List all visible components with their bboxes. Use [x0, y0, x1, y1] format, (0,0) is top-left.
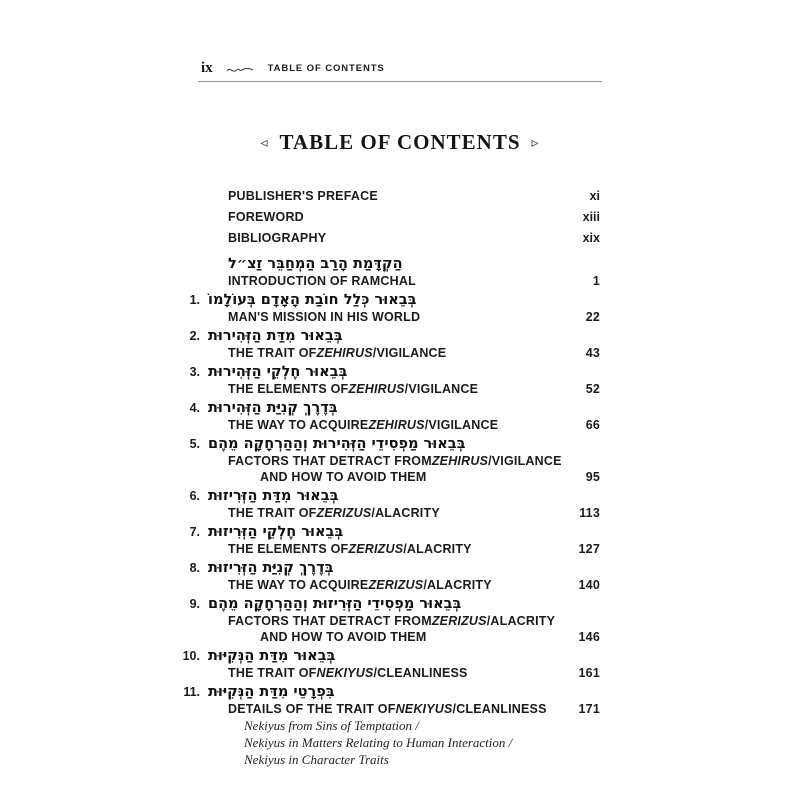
entry-caption-text: THE TRAIT OF — [228, 666, 317, 680]
entry-caption-suffix: /VIGILANCE — [488, 454, 562, 468]
entry-caption-row — [178, 345, 600, 361]
page-number: xix — [582, 231, 600, 245]
toc-subitem: Nekiyus from Sins of Temptation / — [244, 718, 419, 733]
toc-entry — [178, 487, 600, 521]
front-matter — [178, 186, 600, 249]
page-number: 1 — [592, 274, 600, 288]
toc-entry — [178, 559, 600, 593]
entry-caption-row — [178, 381, 600, 397]
leader-space — [446, 345, 585, 361]
entry-caption-row — [178, 417, 600, 433]
entry-caption-transliteration: ZERIZUS — [368, 578, 424, 592]
page-number: 43 — [585, 346, 600, 360]
leader-space — [547, 701, 579, 717]
entry-caption-transliteration: NEKIYUS — [316, 666, 374, 680]
entry-caption-row — [178, 453, 600, 469]
entries — [178, 291, 600, 768]
entry-caption-row — [178, 309, 600, 325]
leader-space — [420, 309, 585, 325]
toc-intro-entry — [178, 255, 600, 289]
toc-entry — [178, 399, 600, 433]
entry-caption-transliteration: NEKIYUS — [395, 702, 453, 716]
intro-caption: INTRODUCTION OF RAMCHAL — [228, 274, 416, 288]
leader-space — [492, 577, 579, 593]
leader-space — [498, 417, 585, 433]
leader-space — [326, 228, 582, 249]
leader-space — [478, 381, 586, 397]
entry-caption-transliteration: ZEHIRUS — [368, 418, 425, 432]
leader-space — [426, 469, 585, 485]
entry-caption-text: THE ELEMENTS OF — [228, 382, 349, 396]
page-number: 113 — [579, 506, 600, 520]
entry-caption-line2: AND HOW TO AVOID THEM — [260, 470, 427, 484]
page-number: 95 — [585, 470, 600, 484]
entry-caption-transliteration: ZERIZUS — [316, 506, 372, 520]
entry-hebrew-row — [178, 487, 600, 505]
entry-caption-text: FACTORS THAT DETRACT FROM — [228, 454, 432, 468]
page-number: 140 — [578, 578, 600, 592]
entry-hebrew-title: בְּבֵאוּר מַפְסִידֵי הַזְּהִירוּת וְהַהַרְחָקָה מֵהֶם — [208, 436, 466, 452]
entry-hebrew-title: בְּבֵאוּר מַפְסִידֵי הַזְּרִיזוּת וְהַהַרְחָקָה מֵהֶם — [208, 596, 462, 612]
entry-caption-suffix: /VIGILANCE — [372, 346, 447, 360]
toc-subitem: Nekiyus in Matters Relating to Human Interaction / — [244, 735, 513, 750]
entry-caption-text: DETAILS OF THE TRAIT OF — [228, 702, 396, 716]
front-matter-label: PUBLISHER'S PREFACE — [228, 189, 378, 203]
entry-hebrew-row — [178, 435, 600, 453]
entry-hebrew-row — [178, 291, 600, 309]
chapter-number: 5. — [189, 437, 200, 451]
entry-caption-row — [178, 505, 600, 521]
leader-space — [555, 613, 600, 629]
chapter-number: 11. — [183, 685, 200, 699]
chapter-number: 10. — [182, 649, 200, 663]
entry-hebrew-row — [178, 327, 600, 345]
entry-caption-row — [178, 665, 600, 681]
entry-caption-transliteration: ZEHIRUS — [348, 382, 405, 396]
intro-hebrew-row — [178, 255, 600, 273]
front-matter-row — [178, 186, 600, 207]
entry-caption-suffix: /CLEANLINESS — [452, 702, 547, 716]
entry-hebrew-title: בְּדֶרֶךְ קְנִיַּת הַזְּרִיזוּת — [208, 560, 334, 576]
folio-number: ix — [201, 60, 213, 76]
page-number: 161 — [578, 666, 600, 680]
intro-hebrew-title: הַקְדָּמַת הָרַב הַמְחַבֵּר זַצ״ל — [228, 256, 403, 272]
entry-caption-text: THE TRAIT OF — [228, 346, 317, 360]
chapter-number: 3. — [189, 365, 200, 379]
entry-caption-row — [178, 701, 600, 717]
entry-hebrew-title: בְּבֵאוּר מִדַּת הַזְּרִיזוּת — [208, 488, 339, 504]
page-number: 52 — [585, 382, 600, 396]
entry-hebrew-title: בְּבֵאוּר כְּלַל חוֹבַת הָאָדָם בְּעוֹלָמוֹ — [208, 292, 417, 308]
chapter-number: 1. — [189, 293, 200, 307]
entry-caption-text: THE ELEMENTS OF — [228, 542, 349, 556]
front-matter-row — [178, 228, 600, 249]
entry-hebrew-row — [178, 595, 600, 613]
entry-subitems — [178, 717, 600, 768]
front-matter-label: FOREWORD — [228, 210, 304, 224]
entry-hebrew-title: בְּבֵאוּר חֶלְקֵי הַזְּהִירוּת — [208, 364, 348, 380]
running-header — [201, 60, 601, 77]
page-number: xi — [589, 189, 600, 203]
chapter-number: 2. — [189, 329, 200, 343]
left-ornament-icon: ◃ — [260, 136, 269, 151]
page-number: 127 — [578, 542, 600, 556]
toc-subitem: Nekiyus in Character Traits — [244, 752, 389, 767]
entry-caption-row — [178, 577, 600, 593]
leader-space — [472, 541, 579, 557]
toc-entry — [178, 291, 600, 325]
entry-hebrew-row — [178, 559, 600, 577]
entry-caption-suffix: /VIGILANCE — [404, 382, 479, 396]
entry-caption-suffix: /VIGILANCE — [424, 418, 499, 432]
header-rule — [198, 81, 602, 82]
entry-caption-row — [178, 541, 600, 557]
entry-hebrew-title: בִּפְרָטֵי מִדַּת הַנְּקִיּוּת — [208, 684, 335, 700]
entry-caption-text: THE WAY TO ACQUIRE — [228, 578, 369, 592]
toc-entry — [178, 683, 600, 768]
entry-caption-text: MAN'S MISSION IN HIS WORLD — [228, 310, 421, 324]
chapter-number: 4. — [189, 401, 200, 415]
entry-caption-transliteration: ZEHIRUS — [431, 454, 489, 468]
leader-space — [378, 186, 590, 207]
page-title-text: TABLE OF CONTENTS — [279, 130, 521, 154]
flourish-icon — [226, 65, 254, 75]
toc-entry — [178, 595, 600, 645]
front-matter-row — [178, 207, 600, 228]
page-number: 146 — [578, 630, 600, 644]
entry-caption-line2: AND HOW TO AVOID THEM — [260, 630, 427, 644]
leader-space — [426, 629, 578, 645]
toc-entry — [178, 435, 600, 485]
page-number: xiii — [582, 210, 600, 224]
page-number: 22 — [585, 310, 600, 324]
chapter-number: 7. — [189, 525, 200, 539]
leader-space — [562, 453, 600, 469]
entry-hebrew-title: בְּדֶרֶךְ קְנִיַּת הַזְּהִירוּת — [208, 400, 338, 416]
entry-caption-suffix: /ALACRITY — [486, 614, 556, 628]
entry-caption-suffix: /ALACRITY — [371, 506, 440, 520]
entry-caption-transliteration: ZERIZUS — [348, 542, 404, 556]
entry-hebrew-title: בְּבֵאוּר חֶלְקֵי הַזְּרִיזוּת — [208, 524, 344, 540]
entry-hebrew-row — [178, 683, 600, 701]
entry-caption-suffix: /CLEANLINESS — [373, 666, 468, 680]
leader-space — [304, 207, 583, 228]
leader-space — [416, 273, 593, 289]
table-of-contents — [178, 186, 600, 768]
entry-hebrew-title: בְּבֵאוּר מִדַּת הַנְּקִיּוּת — [208, 648, 336, 664]
entry-caption-row-2 — [178, 469, 600, 485]
toc-entry — [178, 363, 600, 397]
running-head-title: TABLE OF CONTENTS — [267, 63, 385, 74]
page-number: 66 — [585, 418, 600, 432]
toc-entry — [178, 327, 600, 361]
entry-caption-transliteration: ZEHIRUS — [316, 346, 373, 360]
front-matter-label: BIBLIOGRAPHY — [228, 231, 327, 245]
entry-caption-suffix: /ALACRITY — [403, 542, 472, 556]
chapter-number: 9. — [189, 597, 200, 611]
toc-entry — [178, 647, 600, 681]
page-number: 171 — [578, 702, 600, 716]
entry-hebrew-row — [178, 523, 600, 541]
entry-caption-transliteration: ZERIZUS — [431, 614, 487, 628]
chapter-number: 6. — [189, 489, 200, 503]
leader-space — [468, 665, 579, 681]
entry-caption-row — [178, 613, 600, 629]
entry-caption-text: THE TRAIT OF — [228, 506, 317, 520]
toc-entry — [178, 523, 600, 557]
page-title — [0, 130, 800, 155]
entry-hebrew-row — [178, 647, 600, 665]
entry-hebrew-row — [178, 399, 600, 417]
right-ornament-icon: ▹ — [531, 136, 540, 151]
entry-hebrew-title: בְּבֵאוּר מִדַּת הַזְּהִירוּת — [208, 328, 343, 344]
chapter-number: 8. — [189, 561, 200, 575]
entry-caption-text: FACTORS THAT DETRACT FROM — [228, 614, 432, 628]
intro-caption-row — [178, 273, 600, 289]
entry-caption-suffix: /ALACRITY — [423, 578, 492, 592]
entry-caption-text: THE WAY TO ACQUIRE — [228, 418, 369, 432]
entry-hebrew-row — [178, 363, 600, 381]
leader-space — [440, 505, 579, 521]
entry-caption-row-2 — [178, 629, 600, 645]
